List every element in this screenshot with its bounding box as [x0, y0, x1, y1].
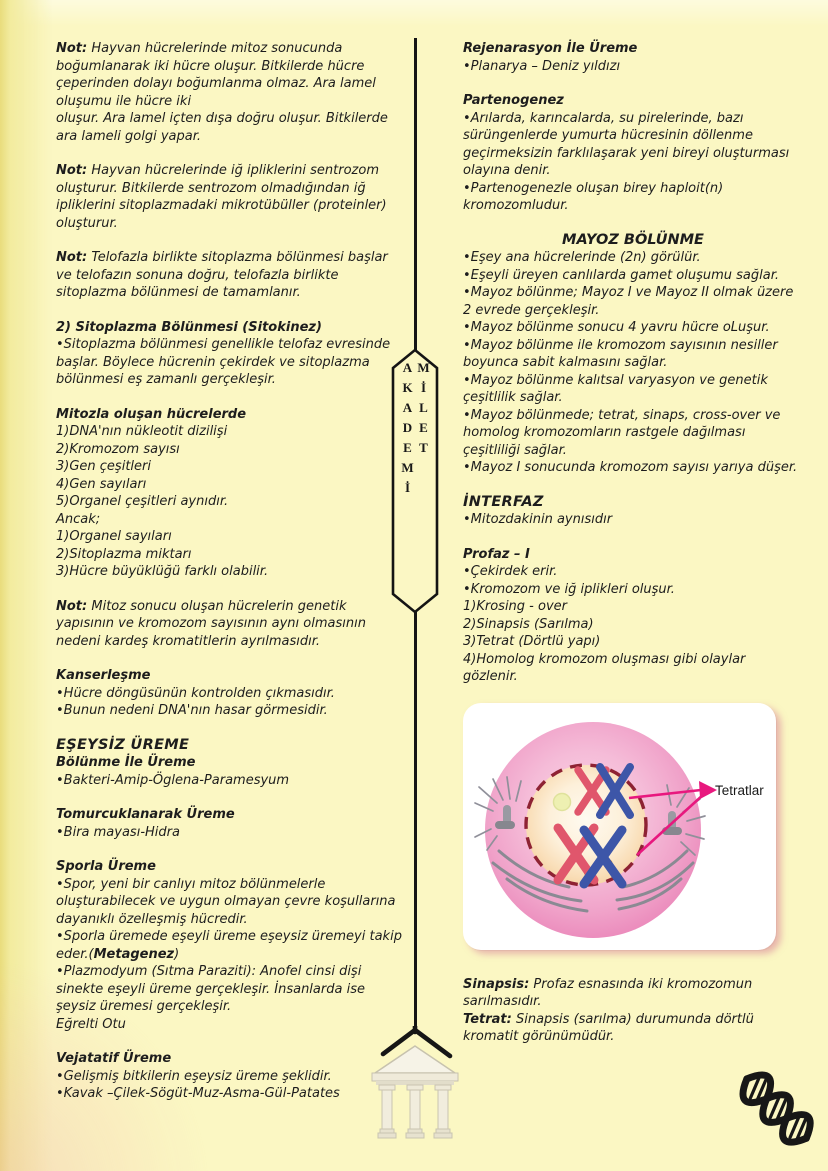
- section-heading: 2) Sitoplazma Bölünmesi (Sitokinez): [56, 319, 322, 335]
- note-text: Hayvan hücrelerinde mitoz sonucunda boğumlanarak iki hücre oluşur. Bitkilerde hücre çeperinden dolayı boğumlanma olmaz. Ara lamel oluşumu ile hücre iki: [56, 41, 376, 109]
- list-item: •Mayoz bölünme ile kromozom sayısının nesiller boyunca sabit kalmasını sağlar.: [463, 337, 778, 370]
- note-text: Mitoz sonucu oluşan hücrelerin genetik yapısının ve kromozom sayısının aynı olmasının nedeni kardeş kromatitlerin ayrılmasıdır.: [56, 598, 366, 649]
- list-item: •Mayoz I sonucunda kromozom sayısı yarıya düşer.: [463, 460, 798, 475]
- list-item: •Bira mayası-Hidra: [56, 824, 180, 840]
- definition-term: Sinapsis:: [463, 976, 530, 992]
- section-partenogenez: [463, 92, 803, 215]
- list-item: •Kromozom ve iğ iplikleri oluşur.: [463, 581, 675, 597]
- body-text: •Sitoplazma bölünmesi genellikle telofaz evresinde başlar. Böylece hücrenin çekirdek ve sitoplazma bölünmesi eş zamanlı gerçekleşir.: [56, 337, 391, 387]
- list-item: 2)Sitoplazma miktarı: [56, 546, 192, 562]
- list-item: [56, 928, 402, 963]
- subsection-heading: Bölünme İle Üreme: [56, 755, 196, 770]
- list-item: •Spor, yeni bir canlıyı mitoz bölünmelerle oluşturabilecek ve uygun olmayan çevre koşullarına dayanıklı özelleşmiş hücredir.: [56, 876, 396, 927]
- list-item: •Arılarda, karıncalarda, su pirelerinde, bazı sürüngenlerde yumurta hücresinin döllenme geçirmeksizin farklılaşarak yeni bireyi oluşturması olayına denir.: [463, 110, 790, 178]
- section-heading: İNTERFAZ: [463, 493, 544, 510]
- note-text: Telofazla birlikte sitoplazma bölünmesi başlar ve telofazın sonuna doğru, telofazla birlikte sitoplazma bölünmesi de tamamlanır.: [56, 250, 388, 300]
- note-label: Not:: [56, 41, 88, 56]
- cell-diagram-card: [463, 703, 776, 950]
- list-item: •Plazmodyum (Sıtma Paraziti): Anofel cinsi dişi sinekte eşeyli üreme gerçekleşir. İnsanlarda ise şeysiz üremesi gerçekleşir.: [56, 964, 365, 1014]
- list-item: •Gelişmiş bitkilerin eşeysiz üreme şeklidir.: [56, 1068, 332, 1084]
- list-item: 2)Sinapsis (Sarılma): [463, 616, 594, 632]
- section-heading: EŞEYSİZ ÜREME: [56, 736, 190, 753]
- section-tomurcuklanma: [56, 806, 402, 841]
- section-kanserlesme: [56, 667, 402, 720]
- list-item: Ancak;: [56, 511, 101, 527]
- section-interfaz: [463, 494, 803, 529]
- list-item: •Mayoz bölünmede; tetrat, sinaps, cross-over ve homolog kromozomların rastgele dağılması çeşitliliği sağlar.: [463, 407, 781, 458]
- note-text: oluşur. Ara lamel içten dışa doğru oluşur. Bitkilerde ara lameli golgi yapar.: [56, 111, 388, 144]
- section-eseysiz-ureme: [56, 737, 402, 790]
- section-heading-mayoz: MAYOZ BÖLÜNME: [562, 231, 704, 248]
- section-mayoz: [463, 232, 803, 477]
- section-sporla-ureme: [56, 858, 402, 1033]
- note-paragraph-2: [56, 162, 402, 232]
- list-item-text: ): [174, 946, 180, 962]
- list-item: 1)Organel sayıları: [56, 529, 172, 544]
- divider-line-bottom: [414, 611, 417, 1031]
- list-item: 1)DNA'nın nükleotit dizilişi: [56, 424, 228, 439]
- temple-columns-icon: [370, 1026, 462, 1144]
- list-item: 4)Homolog kromozom oluşması gibi olaylar gözlenir.: [463, 651, 746, 684]
- section-mitoz-hucreler: [56, 406, 402, 581]
- list-item: •Çekirdek erir.: [463, 564, 558, 579]
- list-item: •Planarya – Deniz yıldızı: [463, 58, 621, 74]
- list-item: •Mayoz bölünme; Mayoz I ve Mayoz II olmak üzere 2 evrede gerçekleşir.: [463, 285, 794, 318]
- list-item: •Eşey ana hücrelerinde (2n) görülür.: [463, 250, 701, 265]
- section-heading: Sporla Üreme: [56, 859, 156, 874]
- section-heading: Vejatatif Üreme: [56, 1051, 172, 1066]
- section-profaz1: [463, 546, 803, 686]
- dna-helix-icon: [726, 1056, 828, 1164]
- section-heading: Rejenarasyon İle Üreme: [463, 41, 638, 56]
- note-paragraph-1: [56, 40, 402, 145]
- section-sitokinez: [56, 319, 402, 389]
- list-item: •Mayoz bölünme kalıtsal varyasyon ve genetik çeşitlilik sağlar.: [463, 372, 768, 405]
- definition-text: Sinapsis (sarılma) durumunda dörtlü kromatit görünümüdür.: [463, 1011, 754, 1044]
- note-text: Hayvan hücrelerinde iğ ipliklerini sentrozom oluşturur. Bitkilerde sentrozom olmadığından iğ ipliklerini sitoplazmadaki mikrotübüller (proteinler) oluşturur.: [56, 163, 387, 231]
- bold-term: Metagenez: [93, 946, 175, 962]
- list-item: •Kavak –Çilek-Sögüt-Muz-Asma-Gül-Patates: [56, 1086, 340, 1101]
- left-column: [56, 40, 402, 1120]
- section-heading: Mitozla oluşan hücrelerde: [56, 406, 247, 422]
- section-vejatatif: [56, 1050, 402, 1103]
- note-paragraph-3: [56, 249, 402, 302]
- list-item: 4)Gen sayıları: [56, 476, 147, 492]
- list-item: 2)Kromozom sayısı: [56, 441, 180, 457]
- note-label: Not:: [56, 250, 88, 265]
- note-label: Not:: [56, 598, 88, 614]
- definition-term: Tetrat:: [463, 1011, 512, 1027]
- list-item-text: •Sporla üremede eşeyli üreme eşeysiz üremeyi takip eder.(: [56, 929, 402, 962]
- list-item: •Mitozdakinin aynısıdır: [463, 512, 613, 527]
- nucleolus: [554, 793, 571, 810]
- list-item: •Bunun nedeni DNA'nın hasar görmesidir.: [56, 703, 328, 718]
- note-paragraph-4: [56, 598, 402, 651]
- right-column: [463, 40, 803, 1063]
- figure-label-tetratlar: Tetratlar: [715, 782, 764, 798]
- list-item: •Mayoz bölünme sonucu 4 yavru hücre oLuşur.: [463, 320, 770, 335]
- definition-text: Profaz esnasında iki kromozomun sarılmasıdır.: [463, 976, 753, 1009]
- list-item: •Eşeyli üreyen canlılarda gamet oluşumu sağlar.: [463, 267, 780, 283]
- section-heading: Kanserleşme: [56, 668, 151, 683]
- section-heading: Partenogenez: [463, 93, 564, 108]
- list-item: •Bakteri-Amip-Öglena-Paramesyum: [56, 772, 290, 788]
- section-heading: Profaz – I: [463, 546, 530, 562]
- list-item: 3)Gen çeşitleri: [56, 459, 151, 474]
- list-item: 3)Tetrat (Dörtlü yapı): [463, 634, 601, 649]
- section-rejenerasyon: [463, 40, 803, 75]
- section-heading: Tomurcuklanarak Üreme: [56, 807, 235, 822]
- list-item: •Partenogenezle oluşan birey haploit(n) kromozomludur.: [463, 180, 724, 213]
- divider-line-top: [414, 38, 417, 351]
- definitions-paragraph: [463, 976, 803, 1046]
- meiosis-cell-illustration: [463, 703, 776, 950]
- note-label: Not:: [56, 163, 88, 178]
- list-item: 3)Hücre büyüklüğü farklı olabilir.: [56, 564, 269, 579]
- list-item: 5)Organel çeşitleri aynıdır.: [56, 494, 229, 509]
- badge-vertical-text: MİLET AKADEMİ: [400, 360, 431, 500]
- list-item: •Hücre döngüsünün kontrolden çıkmasıdır.: [56, 685, 335, 701]
- list-item: 1)Krosing - over: [463, 599, 567, 614]
- list-item: Eğrelti Otu: [56, 1016, 126, 1032]
